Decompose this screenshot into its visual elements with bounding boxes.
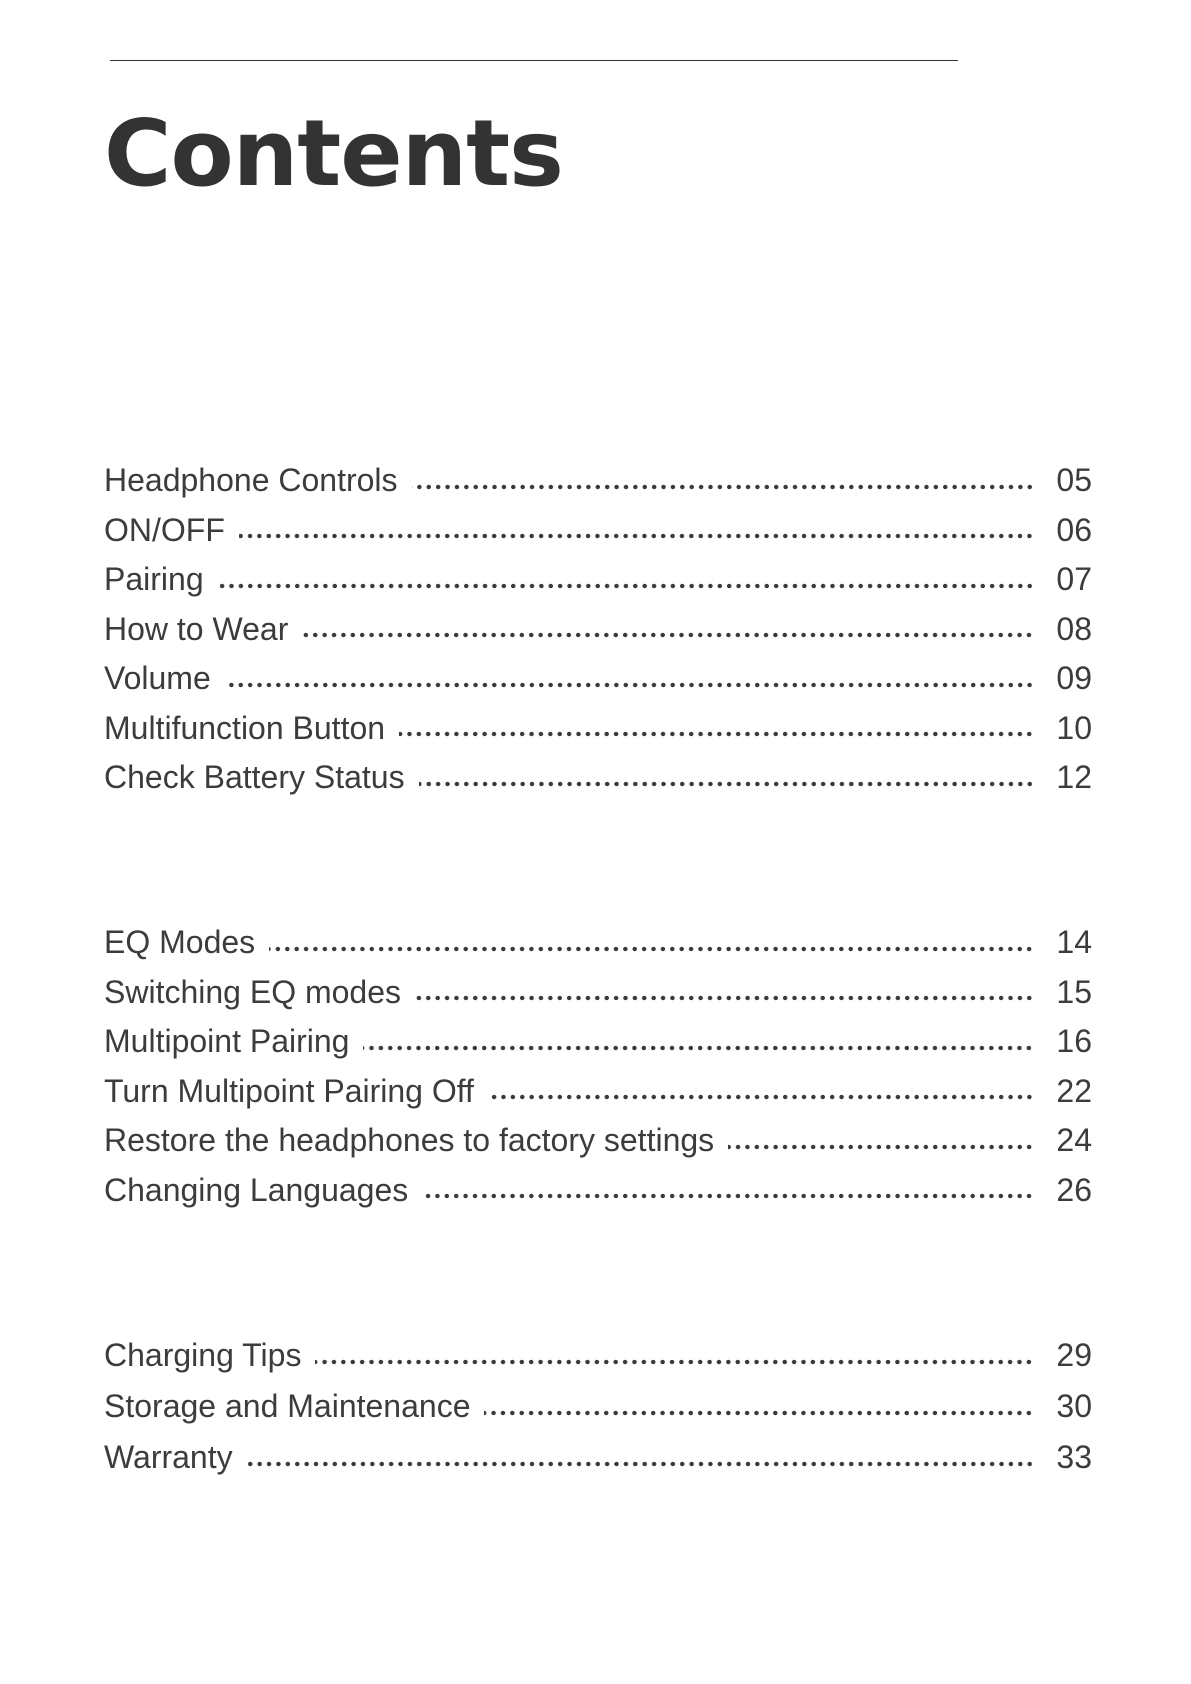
toc-entry-title: Storage and Maintenance: [104, 1388, 471, 1424]
toc-entry-title: Changing Languages: [104, 1171, 409, 1208]
toc-entry-title: EQ Modes: [104, 924, 256, 960]
toc-entry-title: ON/OFF: [104, 511, 225, 548]
toc-entry[interactable]: [104, 605, 1092, 655]
toc-entry-title: Warranty: [104, 1439, 233, 1475]
toc-entry-page: 12: [1056, 759, 1092, 795]
toc-entry[interactable]: [104, 1330, 1092, 1381]
toc-entry-page: 22: [1056, 1072, 1092, 1109]
toc-entry-page: 15: [1056, 973, 1092, 1010]
dot-leader: [419, 781, 1034, 787]
dot-leader: [728, 1144, 1034, 1150]
toc-entry-page: 10: [1056, 709, 1092, 746]
toc-entry[interactable]: [104, 1432, 1092, 1483]
toc-entry-page: 16: [1056, 1023, 1092, 1059]
toc-entry[interactable]: [104, 456, 1092, 506]
toc-entry-page: 08: [1056, 610, 1092, 647]
toc-entry-page: 30: [1056, 1388, 1092, 1424]
toc-entry-title: Pairing: [104, 561, 204, 597]
page-title: Contents: [104, 100, 563, 207]
toc-entry-title: Headphone Controls: [104, 462, 398, 498]
toc-entry-page: 26: [1056, 1171, 1092, 1208]
toc-entry[interactable]: [104, 1116, 1092, 1166]
toc-entry-page: 29: [1056, 1337, 1092, 1373]
toc-entry-page: 05: [1056, 462, 1092, 498]
toc-group-1: [104, 456, 1092, 803]
toc-group-3: [104, 1330, 1092, 1483]
toc-entry-page: 06: [1056, 511, 1092, 548]
toc-entry-page: 09: [1056, 660, 1092, 696]
toc-entry-page: 33: [1056, 1439, 1092, 1475]
toc-entry-title: Turn Multipoint Pairing Off: [104, 1072, 474, 1109]
dot-leader: [239, 533, 1034, 539]
toc-entry-page: 07: [1056, 561, 1092, 597]
toc-entry[interactable]: [104, 918, 1092, 968]
toc-entry[interactable]: [104, 1067, 1092, 1117]
toc-entry-page: 14: [1056, 924, 1092, 960]
dot-leader: [315, 1359, 1034, 1365]
dot-leader: [488, 1094, 1034, 1100]
dot-leader: [415, 995, 1034, 1001]
toc-entry[interactable]: [104, 704, 1092, 754]
dot-leader: [218, 583, 1034, 589]
toc-entry-title: Charging Tips: [104, 1337, 302, 1373]
dot-leader: [247, 1461, 1034, 1467]
toc-entry[interactable]: [104, 968, 1092, 1018]
toc-entry-title: Multifunction Button: [104, 709, 386, 746]
toc-group-2: [104, 918, 1092, 1215]
dot-leader: [484, 1410, 1034, 1416]
dot-leader: [363, 1045, 1034, 1051]
dot-leader: [302, 632, 1034, 638]
toc-entry[interactable]: [104, 1017, 1092, 1067]
toc-entry-title: Restore the headphones to factory settings: [104, 1122, 715, 1158]
toc-entry[interactable]: [104, 654, 1092, 704]
toc-entry[interactable]: [104, 1381, 1092, 1432]
toc-entry-title: Switching EQ modes: [104, 973, 402, 1010]
toc-entry-title: Check Battery Status: [104, 759, 405, 795]
toc-entry[interactable]: [104, 555, 1092, 605]
toc-entry[interactable]: [104, 506, 1092, 556]
dot-leader: [422, 1193, 1034, 1199]
toc-entry-page: 24: [1056, 1122, 1092, 1158]
toc-entry-title: Multipoint Pairing: [104, 1023, 350, 1059]
toc-entry-title: Volume: [104, 660, 211, 696]
toc-entry[interactable]: [104, 1166, 1092, 1216]
dot-leader: [412, 484, 1034, 490]
dot-leader: [399, 731, 1034, 737]
toc-entry[interactable]: [104, 753, 1092, 803]
top-rule: [110, 60, 958, 61]
dot-leader: [225, 682, 1034, 688]
toc-entry-title: How to Wear: [104, 610, 289, 647]
dot-leader: [269, 946, 1034, 952]
